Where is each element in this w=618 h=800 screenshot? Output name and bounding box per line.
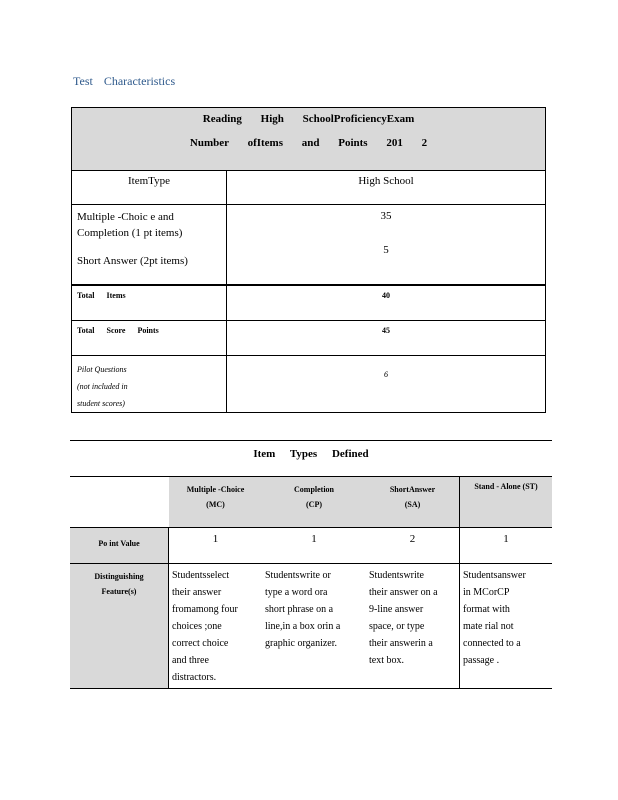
header-mc: Multiple -Choice (MC) — [169, 477, 262, 527]
section-heading: Test Characteristics — [73, 74, 176, 88]
total-score-row — [72, 321, 545, 356]
header-sa: ShortAnswer (SA) — [366, 477, 459, 527]
table2-header-row — [70, 477, 552, 528]
total-items-value: 40 — [382, 291, 390, 300]
header-cp: Completion (CP) — [262, 477, 366, 527]
number-of-items-table — [71, 107, 546, 413]
features-row — [70, 564, 552, 688]
feature-st: Studentsanswer in MCorCP format with mate rial not connected to a passage . — [459, 564, 552, 688]
table1-title — [72, 108, 545, 171]
point-value-row — [70, 528, 552, 564]
header-blank-cell — [70, 477, 169, 527]
pilot-label: Pilot Questions (not included in student scores) — [72, 356, 227, 412]
sa-label: Short Answer (2pt items) — [77, 255, 188, 267]
feature-sa: Studentswrite their answer on a 9-line answer space, or type their answerin a text box. — [369, 570, 438, 666]
total-items-label: Total Items — [72, 286, 227, 320]
point-value-st: 1 — [459, 528, 552, 563]
feature-cp: Studentswrite or type a word ora short phrase on a line,in a box orin a graphic organizer. — [265, 570, 341, 649]
total-score-label: Total Score Points — [72, 321, 227, 355]
table1-items-row — [72, 205, 545, 285]
pilot-value: 6 — [384, 370, 388, 379]
mc-value: 35 — [380, 210, 392, 222]
table1-header-row — [72, 171, 545, 205]
total-score-value: 45 — [382, 326, 390, 335]
point-value-sa: 2 — [409, 533, 416, 545]
feature-mc: Studentsselect their answer fromamong four choices ;one correct choice and three distractors. — [172, 570, 238, 683]
pilot-questions-row — [72, 356, 545, 412]
table1-title-line2: Number ofItems and Points 201 2 — [189, 137, 428, 149]
point-value-cp: 1 — [311, 533, 317, 545]
point-value-label: Po int Value — [70, 528, 169, 563]
total-items-row — [72, 285, 545, 321]
header-st: Stand - Alone (ST) — [459, 477, 552, 527]
sa-value: 5 — [383, 244, 389, 256]
point-value-mc: 1 — [212, 533, 219, 545]
table2-title: Item Types Defined — [70, 440, 552, 476]
features-label: Distinguishing Feature(s) — [70, 564, 169, 688]
mc-label: Multiple -Choic e and Completion (1 pt items) — [77, 211, 183, 239]
item-types-table — [70, 440, 552, 689]
table1-title-line1: Reading High SchoolProficiencyExam — [202, 113, 415, 125]
header-item-type: ItemType — [72, 171, 227, 204]
header-high-school: High School — [358, 175, 414, 187]
